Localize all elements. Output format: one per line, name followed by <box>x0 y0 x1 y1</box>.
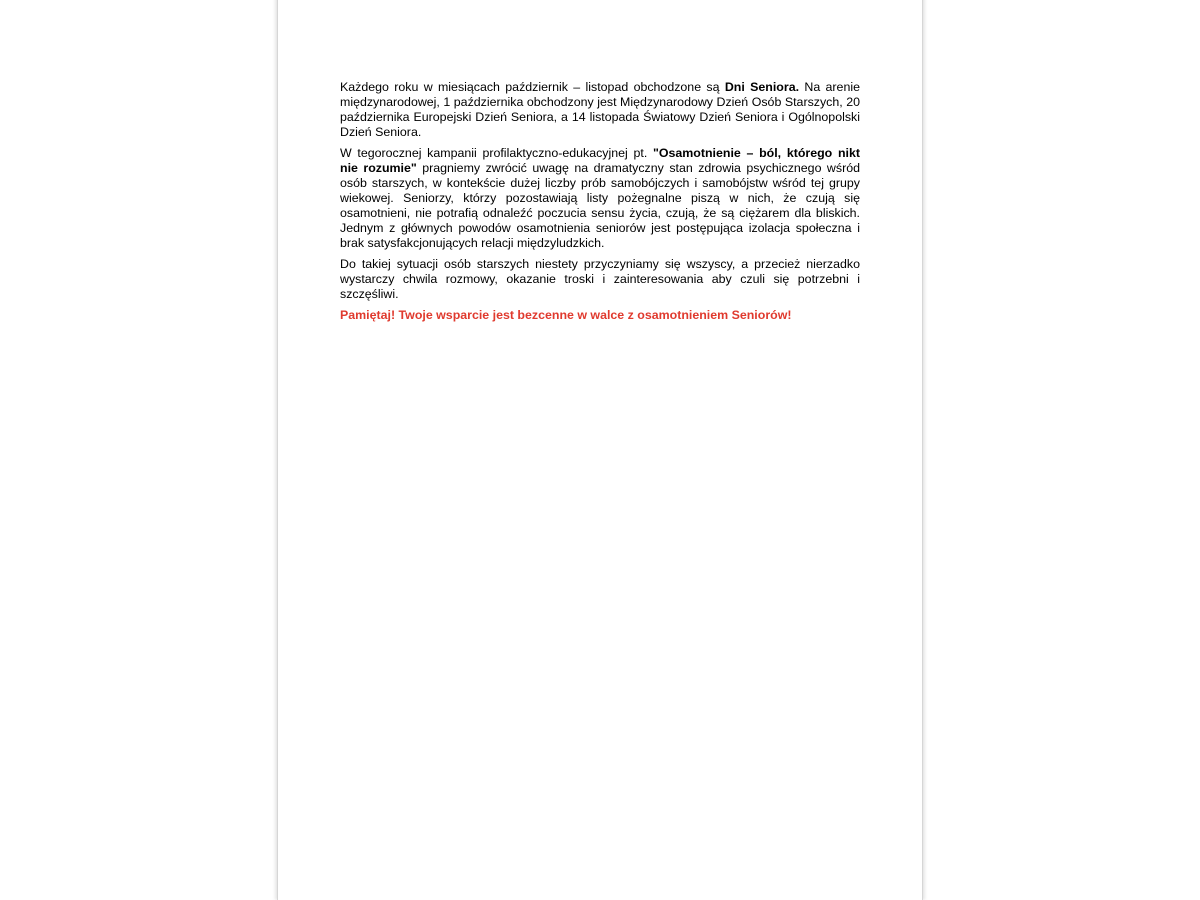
document-page <box>277 0 923 900</box>
paragraph-text: W tegorocznej kampanii profilaktyczno-edukacyjnej pt. <box>340 146 653 160</box>
paragraph-text: Każdego roku w miesiącach październik – listopad obchodzone są <box>340 80 725 94</box>
paragraph-text: Na arenie międzynarodowej, 1 października obchodzony jest Międzynarodowy Dzień Osób Starszych, 20 października Europejski Dzień Seniora, a 14 listopada Światowy Dzień Seniora i Ogólnopolski Dzień Seniora. <box>340 80 860 139</box>
paragraph-call-to-care: Do takiej sytuacji osób starszych niestety przyczyniamy się wszyscy, a przecież nierzadko wystarczy chwila rozmowy, okazanie troski i zainteresowania aby czuli się potrzebni i szczęśliwi. <box>340 257 860 301</box>
paragraph-text: pragniemy zwrócić uwagę na dramatyczny stan zdrowia psychicznego wśród osób starszych, w kontekście dużej liczby prób samobójczych i samobójstw wśród tej grupy wiekowej. Seniorzy, którzy pozostawiają listy pożegnalne piszą w nich, że czują się osamotnieni, nie potrafią odnaleźć poczucia sensu życia, czują, że są ciężarem dla bliskich. Jednym z głównych powodów osamotnienia seniorów jest postępująca izolacja społeczna i brak satysfakcjonujących relacji międzyludzkich. <box>340 161 860 250</box>
bold-phrase: Dni Seniora. <box>724 80 800 94</box>
closing-remark: Pamiętaj! Twoje wsparcie jest bezcenne w walce z osamotnieniem Seniorów! <box>340 308 792 322</box>
paragraph-campaign <box>340 146 860 251</box>
paragraph-senior-days <box>340 80 860 140</box>
campaign-title: "Osamotnienie – ból, którego nikt nie rozumie" <box>340 146 860 175</box>
document-body <box>340 80 860 329</box>
